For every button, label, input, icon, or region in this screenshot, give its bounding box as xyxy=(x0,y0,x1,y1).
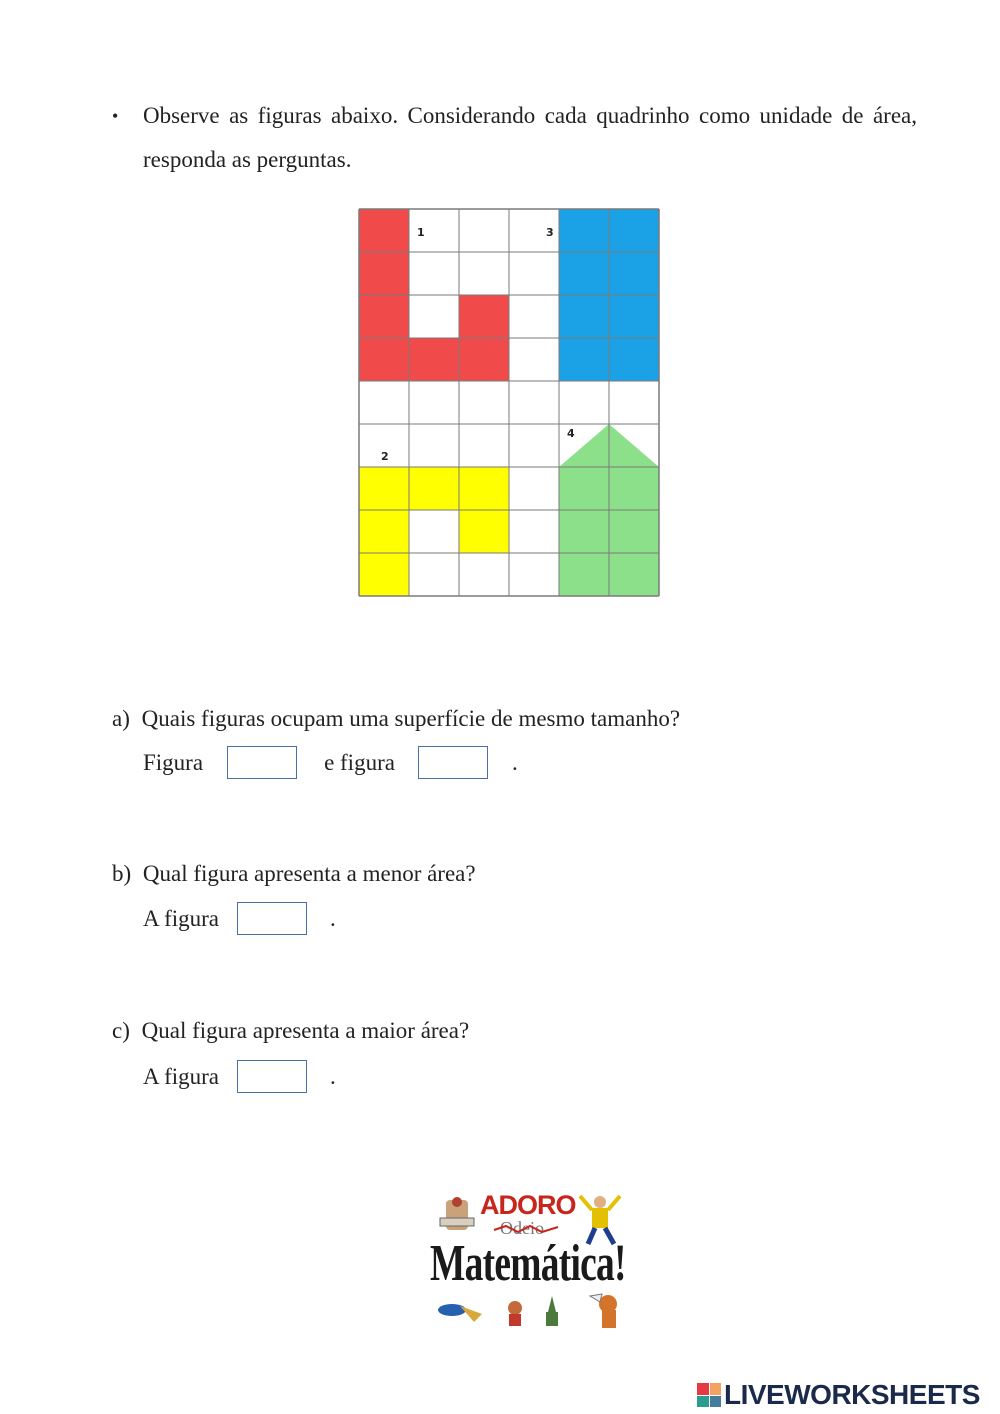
figure-3-cell xyxy=(609,209,659,252)
figure-3-cell xyxy=(609,252,659,295)
answer-a-suffix: . xyxy=(511,749,518,775)
answer-b-prefix: A figura xyxy=(143,905,220,931)
figure-label-4: 4 xyxy=(567,427,575,440)
answer-a-middle: e figura xyxy=(324,749,395,775)
question-c xyxy=(112,1015,470,1089)
figure-2-cell xyxy=(359,467,409,510)
answer-c-input[interactable] xyxy=(237,1060,307,1093)
figure-1-cell xyxy=(359,338,409,381)
liveworksheets-logo-icon xyxy=(697,1383,721,1407)
question-b xyxy=(112,858,476,931)
area-grid xyxy=(358,208,660,599)
figure-1-cell xyxy=(409,338,459,381)
figure-1-cell xyxy=(359,252,409,295)
adoro-matematica-logo xyxy=(430,1188,638,1334)
figure-2-cell xyxy=(459,467,509,510)
figure-2-cell xyxy=(409,467,459,510)
figure-4-cell xyxy=(609,467,659,510)
answer-a-input-1[interactable] xyxy=(227,746,297,779)
figure-1-cell xyxy=(359,295,409,338)
question-a-text: Quais figuras ocupam uma superfície de mesmo tamanho? xyxy=(141,706,681,731)
figure-label-2: 2 xyxy=(381,450,389,463)
figure-2-cell xyxy=(359,553,409,596)
answer-a-input-2[interactable] xyxy=(418,746,488,779)
figure-4-cell xyxy=(559,553,609,596)
figure-label-3: 3 xyxy=(546,226,554,239)
question-b-text: Qual figura apresenta a menor área? xyxy=(142,861,476,886)
figure-2-cell xyxy=(459,510,509,553)
answer-a-prefix: Figura xyxy=(143,749,204,775)
figure-4-cell xyxy=(559,510,609,553)
figure-2-cell xyxy=(359,510,409,553)
question-b-letter: b) xyxy=(112,861,132,886)
figure-1-cell xyxy=(359,209,409,252)
figure-label-1: 1 xyxy=(417,226,425,239)
logo-square-1 xyxy=(697,1383,709,1395)
figure-3-cell xyxy=(609,338,659,381)
logo-square-2 xyxy=(710,1383,722,1395)
figure-3-cell xyxy=(559,295,609,338)
logo-strike-icon xyxy=(492,1224,560,1234)
question-a-letter: a) xyxy=(112,706,130,731)
figure-3-cell xyxy=(559,252,609,295)
figure-3-cell xyxy=(609,295,659,338)
logo-square-4 xyxy=(710,1396,722,1408)
figure-4-cell xyxy=(609,553,659,596)
answer-c-prefix: A figura xyxy=(143,1063,220,1089)
logo-adoro-text: ADORO xyxy=(480,1190,576,1220)
figure-3-cell xyxy=(559,209,609,252)
logo-odeio-text: Odeio xyxy=(500,1218,544,1238)
bullet-icon: • xyxy=(112,106,119,126)
figure-4-cell xyxy=(559,467,609,510)
figure-1-cell xyxy=(459,338,509,381)
liveworksheets-brand xyxy=(697,1378,980,1412)
question-c-letter: c) xyxy=(112,1018,130,1043)
figure-4-cell xyxy=(609,510,659,553)
logo-square-3 xyxy=(697,1396,709,1408)
figure-1-cell xyxy=(459,295,509,338)
liveworksheets-name: LIVEWORKSHEETS xyxy=(724,1379,980,1410)
instructions xyxy=(112,94,917,182)
figure-3-cell xyxy=(559,338,609,381)
question-a xyxy=(112,703,681,775)
question-c-text: Qual figura apresenta a maior área? xyxy=(141,1018,470,1043)
answer-b-input[interactable] xyxy=(237,902,307,935)
logo-matematica-text: Matemática! xyxy=(430,1235,626,1292)
answer-c-suffix: . xyxy=(330,1063,336,1089)
instructions-text: Observe as figuras abaixo. Considerando cada quadrinho como unidade de área, responda as perguntas. xyxy=(143,103,917,172)
answer-b-suffix: . xyxy=(330,905,336,931)
